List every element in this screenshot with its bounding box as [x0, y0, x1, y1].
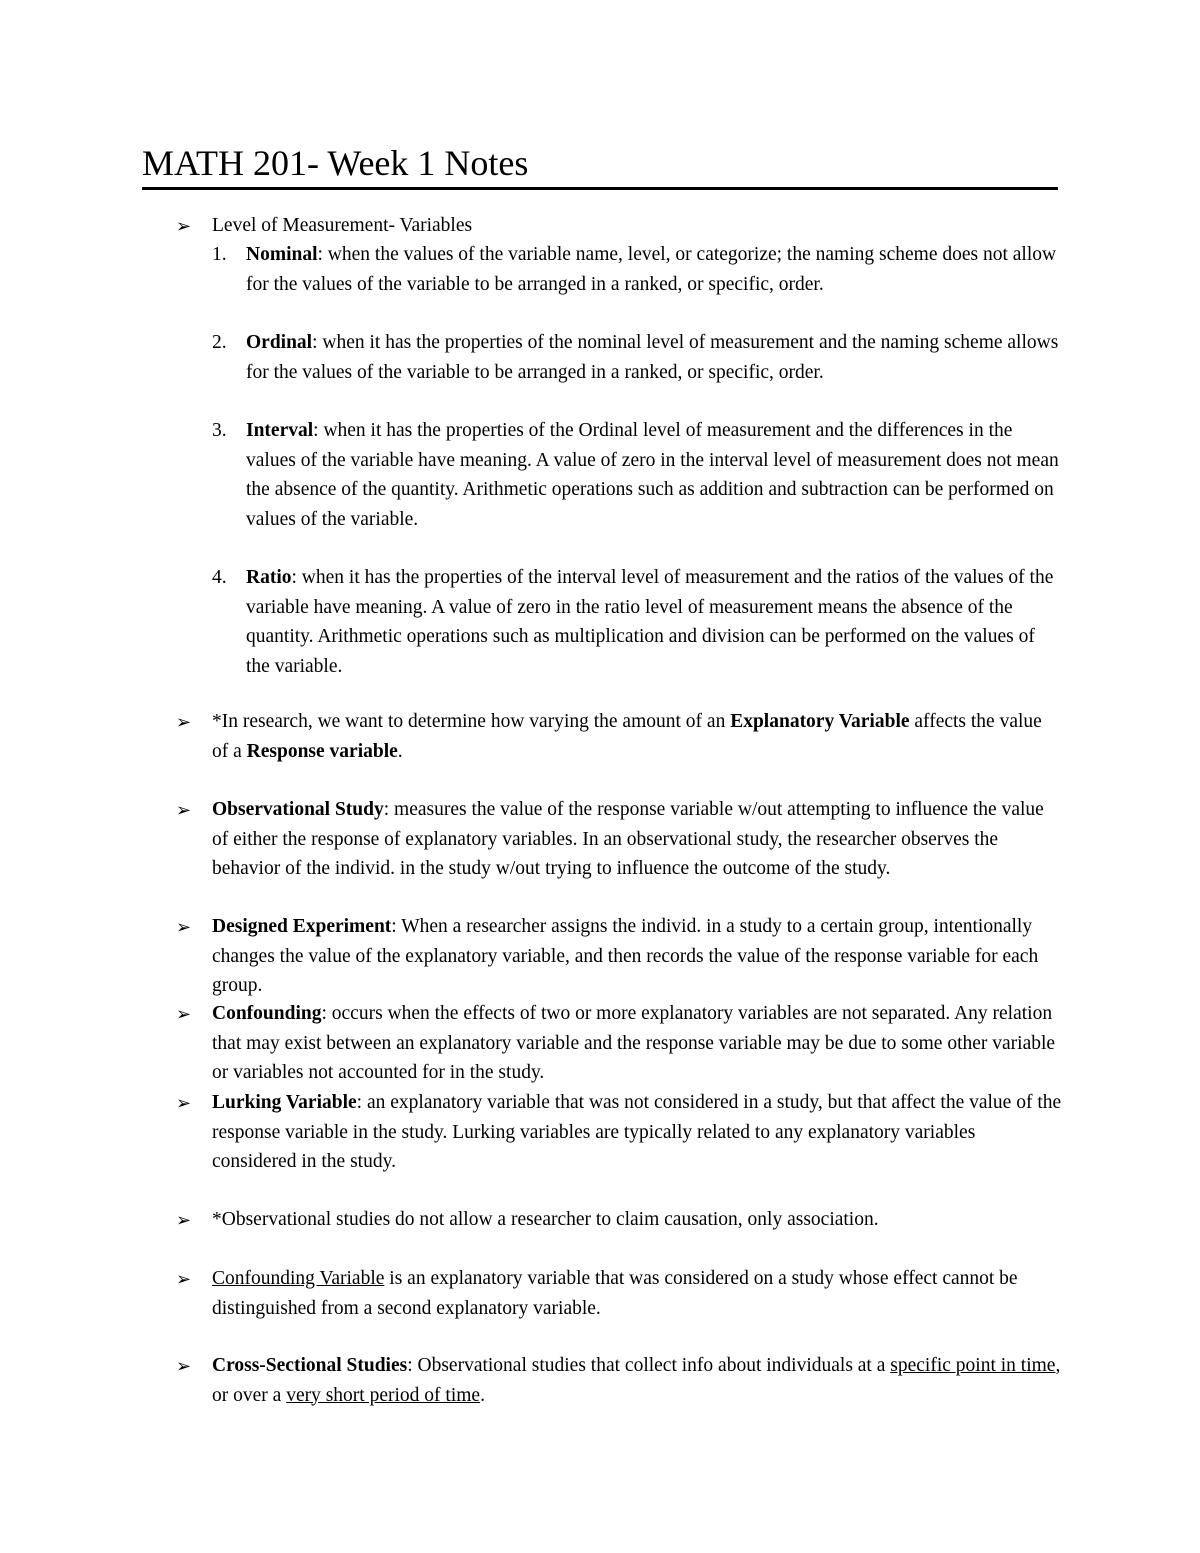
- term: Cross-Sectional Studies: [212, 1355, 408, 1376]
- term: Confounding: [212, 1003, 322, 1024]
- arrowhead-bullet-icon: ➢: [176, 1210, 192, 1230]
- title-underline-rule: [142, 187, 1058, 190]
- underlined-phrase: very short period of time: [286, 1384, 481, 1406]
- term: Lurking Variable: [212, 1092, 357, 1113]
- term: Observational Study: [212, 799, 384, 820]
- definition: is an explanatory variable that was considered on a study whose effect cannot be distinguished from a second explanatory variable.: [212, 1268, 1018, 1319]
- confounding-definition: [212, 999, 1062, 1088]
- observational-study-definition: [212, 795, 1062, 884]
- definition: : when it has the properties of the Ordinal level of measurement and the differences in the values of the variable have meaning. A value of zero in the interval level of measurement does not mean the absence of the quantity. Arithmetic operations such as addition and subtraction can be performed on values of the variable.: [246, 420, 1059, 530]
- definition: : when the values of the variable name, level, or categorize; the naming scheme does not allow for the values of the variable to be arranged in a ranked, or specific, order.: [246, 244, 1057, 295]
- lurking-variable-definition: [212, 1088, 1062, 1177]
- cross-sectional-definition: [212, 1351, 1062, 1410]
- definition-text: [246, 563, 1061, 681]
- page-title: MATH 201- Week 1 Notes: [142, 143, 529, 183]
- list-number: 2.: [212, 332, 227, 353]
- arrowhead-bullet-icon: ➢: [176, 917, 192, 937]
- term: Designed Experiment: [212, 916, 392, 937]
- text: .: [397, 740, 403, 762]
- term: Ratio: [246, 567, 292, 588]
- definition: : when it has the properties of the interval level of measurement and the ratios of the values of the variable have meaning. A value of zero in the ratio level of measurement means the absence of the quantity. Arithmetic operations such as multiplication and division can be performed on the values of the variable.: [246, 567, 1054, 677]
- confounding-variable-definition: [212, 1264, 1062, 1323]
- definition-text: [246, 416, 1061, 534]
- arrowhead-bullet-icon: ➢: [176, 1004, 192, 1024]
- text: .: [480, 1384, 485, 1406]
- term: Interval: [246, 420, 314, 441]
- arrowhead-bullet-icon: ➢: [176, 1093, 192, 1113]
- arrowhead-bullet-icon: ➢: [176, 1269, 192, 1289]
- underlined-phrase: specific point in time: [890, 1355, 1056, 1376]
- list-number: 1.: [212, 244, 227, 265]
- definition: : When a researcher assigns the individ. in a study to a certain group, intentionally changes the value of the explanatory variable, and then records the value of the response variable for each group.: [212, 916, 1039, 996]
- definition-text: [246, 328, 1061, 387]
- definition: : occurs when the effects of two or more explanatory variables are not separated. Any relation that may exist between an explanatory variable and the response variable may be due to some other variable or variables not accounted for in the study.: [212, 1003, 1056, 1083]
- text: affects the value of a: [212, 711, 1042, 762]
- arrowhead-bullet-icon: ➢: [176, 800, 192, 820]
- text: *In research, we want to determine how varying the amount of an: [212, 711, 731, 732]
- designed-experiment-definition: [212, 912, 1062, 1001]
- arrowhead-bullet-icon: ➢: [176, 712, 192, 732]
- term: Explanatory Variable: [730, 711, 910, 732]
- text: : Observational studies that collect info about individuals at a: [407, 1355, 891, 1376]
- term: Nominal: [246, 244, 318, 265]
- definition: : an explanatory variable that was not considered in a study, but that affect the value of the response variable in the study. Lurking variables are typically related to any explanatory variables considered in the study.: [212, 1092, 1062, 1172]
- term: Response variable: [246, 740, 398, 762]
- causation-note: *Observational studies do not allow a researcher to claim causation, only association.: [212, 1209, 879, 1230]
- term: Confounding Variable: [212, 1268, 385, 1289]
- term: Ordinal: [246, 332, 313, 353]
- arrowhead-bullet-icon: ➢: [176, 1356, 192, 1376]
- research-note: [212, 707, 1062, 766]
- list-number: 4.: [212, 567, 227, 588]
- definition: : when it has the properties of the nominal level of measurement and the naming scheme allows for the values of the variable to be arranged in a ranked, or specific, order.: [246, 332, 1059, 383]
- list-number: 3.: [212, 420, 227, 441]
- text: , or over a: [212, 1355, 1061, 1406]
- arrowhead-bullet-icon: ➢: [176, 216, 192, 236]
- definition: : measures the value of the response variable w/out attempting to influence the value of either the response of explanatory variables. In an observational study, the researcher observes the behavior of the individ. in the study w/out trying to influence the outcome of the study.: [212, 799, 1044, 879]
- level-heading: Level of Measurement- Variables: [212, 215, 473, 236]
- definition-text: [246, 240, 1061, 299]
